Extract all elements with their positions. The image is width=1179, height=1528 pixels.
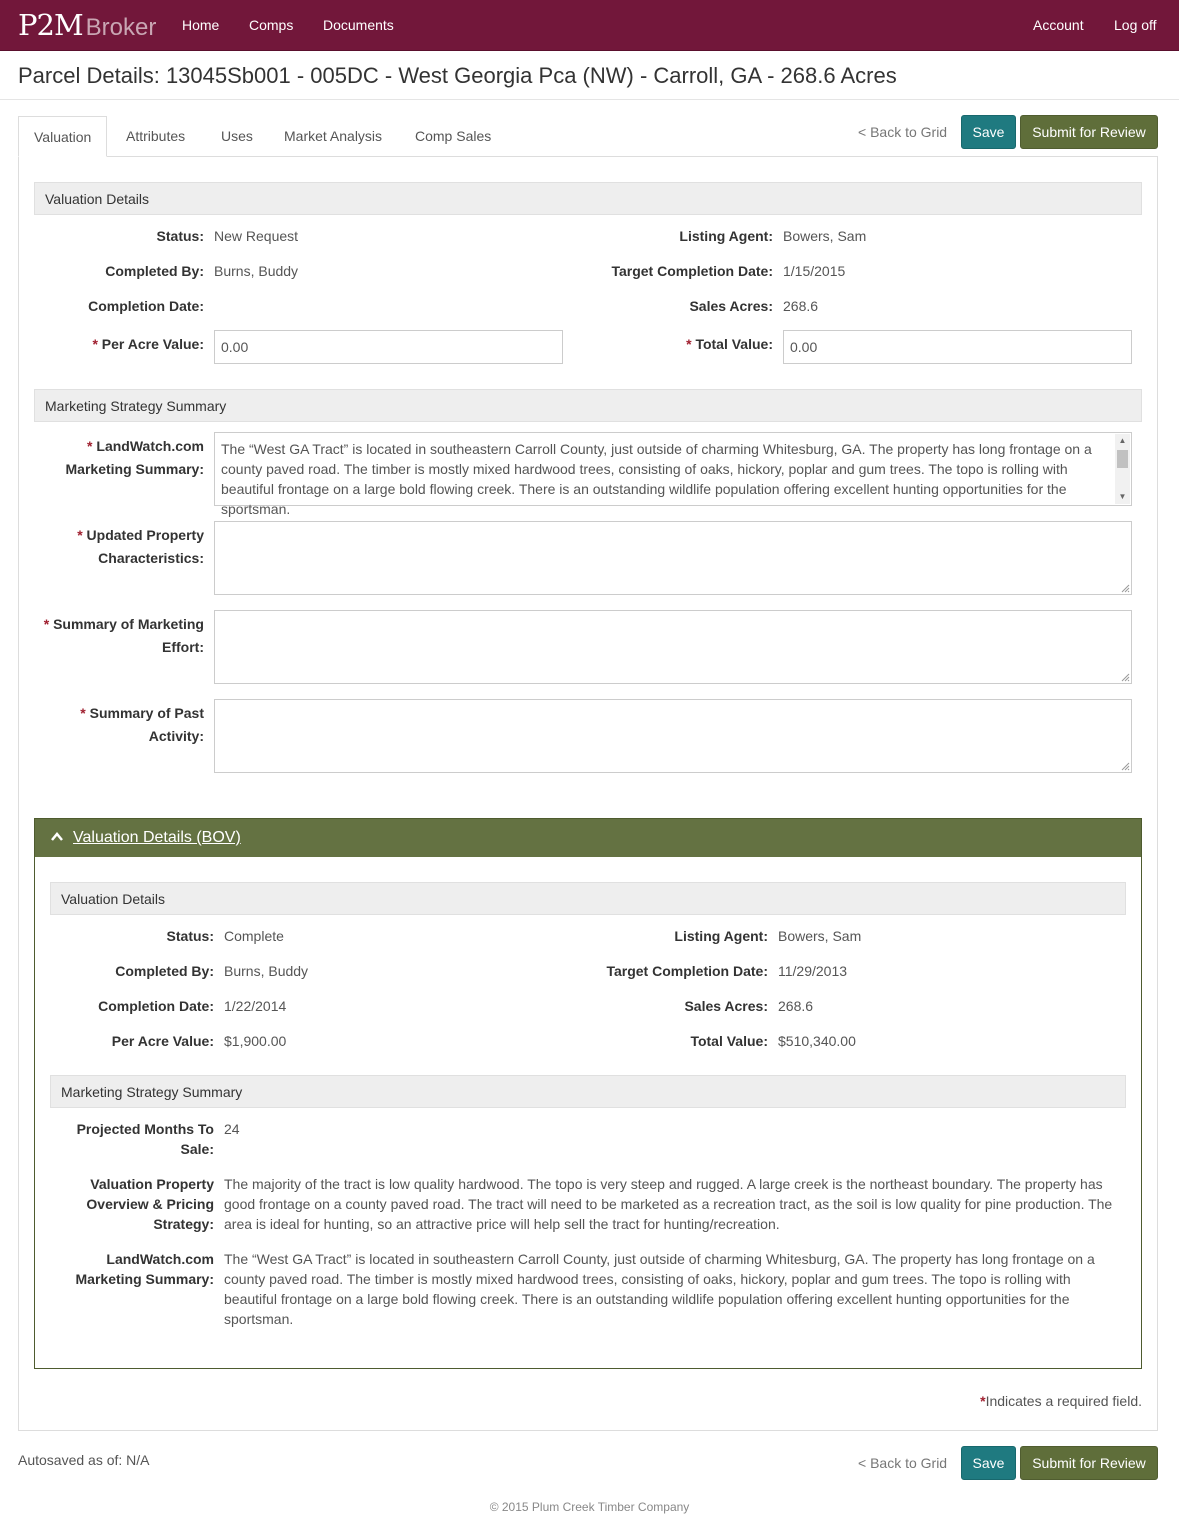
back-to-grid-link[interactable]: < Back to Grid xyxy=(858,124,948,140)
autosave-status: Autosaved as of: N/A xyxy=(18,1452,150,1468)
resize-grip-icon[interactable] xyxy=(1120,761,1130,771)
per-acre-label: * Per Acre Value: xyxy=(92,336,204,352)
per-acre-input[interactable]: 0.00 xyxy=(214,330,563,364)
past-activity-textarea[interactable] xyxy=(214,699,1132,773)
bov-overview-text: The majority of the tract is low quality hardwood. The topo is very steep and rugged. A large creek is the northeast boundary. The property has good frontage on a county paved road. The tract will need to be marketed as a recreation tract, as the soil is low quality for pine production. The area is ideal for hunting, so an attractive price will help sell the tract for hunting/recreation. xyxy=(224,1176,1113,1232)
bov-marketing-header: Marketing Strategy Summary xyxy=(50,1075,1126,1108)
nav-comps[interactable]: Comps xyxy=(249,17,294,33)
required-marker: * xyxy=(686,336,692,352)
completion-date-label: Completion Date: xyxy=(88,298,204,314)
nav-home[interactable]: Home xyxy=(182,17,220,33)
bov-panel-title[interactable]: Valuation Details (BOV) xyxy=(73,829,241,846)
scroll-up-icon[interactable]: ▲ xyxy=(1118,436,1127,445)
bov-landwatch-text: The “West GA Tract” is located in southeastern Carroll County, just outside of charming Whitesburg, GA. The property has long frontage on a county paved road. The timber is mostly mixed hardwood trees, consisting of oaks, hickory, poplar and gum trees. The topo is rolling with beautiful frontage on a large bold flowing creek. There is an outstanding wildlife population offering excellent hunting opportunities for the sportsman. xyxy=(224,1251,1095,1327)
top-navbar xyxy=(0,0,1179,51)
brand-logo[interactable] xyxy=(18,8,156,42)
listing-agent-value: Bowers, Sam xyxy=(783,228,867,244)
brand-sub: Broker xyxy=(85,14,157,41)
resize-grip-icon[interactable] xyxy=(1120,583,1130,593)
bov-status-label: Status: xyxy=(166,928,214,944)
landwatch-textarea[interactable] xyxy=(214,432,1132,517)
bov-per-acre-value: $1,900.00 xyxy=(224,1033,287,1049)
status-value: New Request xyxy=(214,228,299,244)
bov-sales-acres-label: Sales Acres: xyxy=(684,998,768,1014)
bov-completion-date-value: 1/22/2014 xyxy=(224,998,287,1014)
required-marker: * xyxy=(92,336,98,352)
bov-total-value-label: Total Value: xyxy=(690,1033,768,1049)
updated-characteristics-textarea[interactable] xyxy=(214,521,1132,595)
bov-target-date-value: 11/29/2013 xyxy=(778,963,848,979)
chevron-up-icon[interactable] xyxy=(50,830,64,844)
bov-listing-agent-label: Listing Agent: xyxy=(674,928,768,944)
submit-for-review-button[interactable]: Submit for Review xyxy=(1020,115,1158,149)
tab-comp-sales[interactable]: Comp Sales xyxy=(415,128,492,144)
target-date-value: 1/15/2015 xyxy=(783,263,846,279)
bov-sales-acres-value: 268.6 xyxy=(778,998,814,1014)
save-button-bottom[interactable]: Save xyxy=(961,1446,1016,1480)
marketing-effort-label: * Summary of Marketing Effort: xyxy=(43,616,204,655)
resize-grip-icon[interactable] xyxy=(1120,672,1130,682)
bov-completion-date-label: Completion Date: xyxy=(98,998,214,1014)
bov-months-label: Projected Months To Sale: xyxy=(76,1121,214,1157)
scroll-thumb[interactable] xyxy=(1117,450,1128,468)
total-value-input[interactable]: 0.00 xyxy=(783,330,1132,364)
bov-completed-by-label: Completed By: xyxy=(115,963,214,979)
textarea-scrollbar[interactable] xyxy=(1115,434,1130,504)
scroll-down-icon[interactable]: ▼ xyxy=(1118,492,1127,501)
tab-valuation[interactable]: Valuation xyxy=(18,116,107,157)
landwatch-text: The “West GA Tract” is located in southeastern Carroll County, just outside of charming Whitesburg, GA. The property has long frontage on a county paved road. The timber is mostly mixed hardwood trees, consisting of oaks, hickory, poplar and gum trees. The topo is rolling with beautiful frontage on a large bold flowing creek. There is an outstanding wildlife population offering excellent hunting opportunities for the sportsman. xyxy=(221,441,1092,517)
nav-account[interactable]: Account xyxy=(1033,17,1084,33)
nav-documents[interactable]: Documents xyxy=(323,17,394,33)
bov-total-value-value: $510,340.00 xyxy=(778,1033,856,1049)
bov-listing-agent-value: Bowers, Sam xyxy=(778,928,862,944)
listing-agent-label: Listing Agent: xyxy=(679,228,773,244)
copyright: © 2015 Plum Creek Timber Company xyxy=(489,1500,690,1514)
marketing-effort-textarea[interactable] xyxy=(214,610,1132,684)
sales-acres-value: 268.6 xyxy=(783,298,819,314)
title-divider xyxy=(0,99,1179,100)
page-title: Parcel Details: 13045Sb001 - 005DC - West Georgia Pca (NW) - Carroll, GA - 268.6 Acres xyxy=(18,63,897,88)
tab-attributes[interactable]: Attributes xyxy=(126,128,186,144)
valuation-details-header: Valuation Details xyxy=(34,182,1142,215)
bov-overview-label: Valuation Property Overview & Pricing Strategy: xyxy=(86,1176,214,1232)
updated-characteristics-label: * Updated Property Characteristics: xyxy=(77,527,204,566)
bov-landwatch-label: LandWatch.com Marketing Summary: xyxy=(75,1251,214,1287)
status-label: Status: xyxy=(156,228,204,244)
bov-completed-by-value: Burns, Buddy xyxy=(224,963,309,979)
marketing-strategy-header: Marketing Strategy Summary xyxy=(34,389,1142,422)
bov-per-acre-label: Per Acre Value: xyxy=(111,1033,214,1049)
landwatch-label: * LandWatch.com Marketing Summary: xyxy=(65,438,204,477)
bov-valuation-header: Valuation Details xyxy=(50,882,1126,915)
bov-status-value: Complete xyxy=(224,928,284,944)
brand-main: P2M xyxy=(18,8,83,42)
bov-target-date-label: Target Completion Date: xyxy=(606,963,768,979)
required-field-note: *Indicates a required field. xyxy=(980,1393,1142,1409)
completed-by-label: Completed By: xyxy=(105,263,204,279)
nav-logoff[interactable]: Log off xyxy=(1114,17,1157,33)
past-activity-label: * Summary of Past Activity: xyxy=(80,705,204,744)
sales-acres-label: Sales Acres: xyxy=(689,298,773,314)
tab-market-analysis[interactable]: Market Analysis xyxy=(284,128,383,144)
bov-months-value: 24 xyxy=(224,1121,240,1137)
bov-panel-header[interactable] xyxy=(35,819,1141,857)
submit-for-review-button-bottom[interactable]: Submit for Review xyxy=(1020,1446,1158,1480)
completed-by-value: Burns, Buddy xyxy=(214,263,299,279)
total-value-label: * Total Value: xyxy=(686,336,773,352)
back-to-grid-link-bottom[interactable]: < Back to Grid xyxy=(858,1455,948,1471)
target-date-label: Target Completion Date: xyxy=(611,263,773,279)
save-button[interactable]: Save xyxy=(961,115,1016,149)
tab-uses[interactable]: Uses xyxy=(221,128,253,144)
